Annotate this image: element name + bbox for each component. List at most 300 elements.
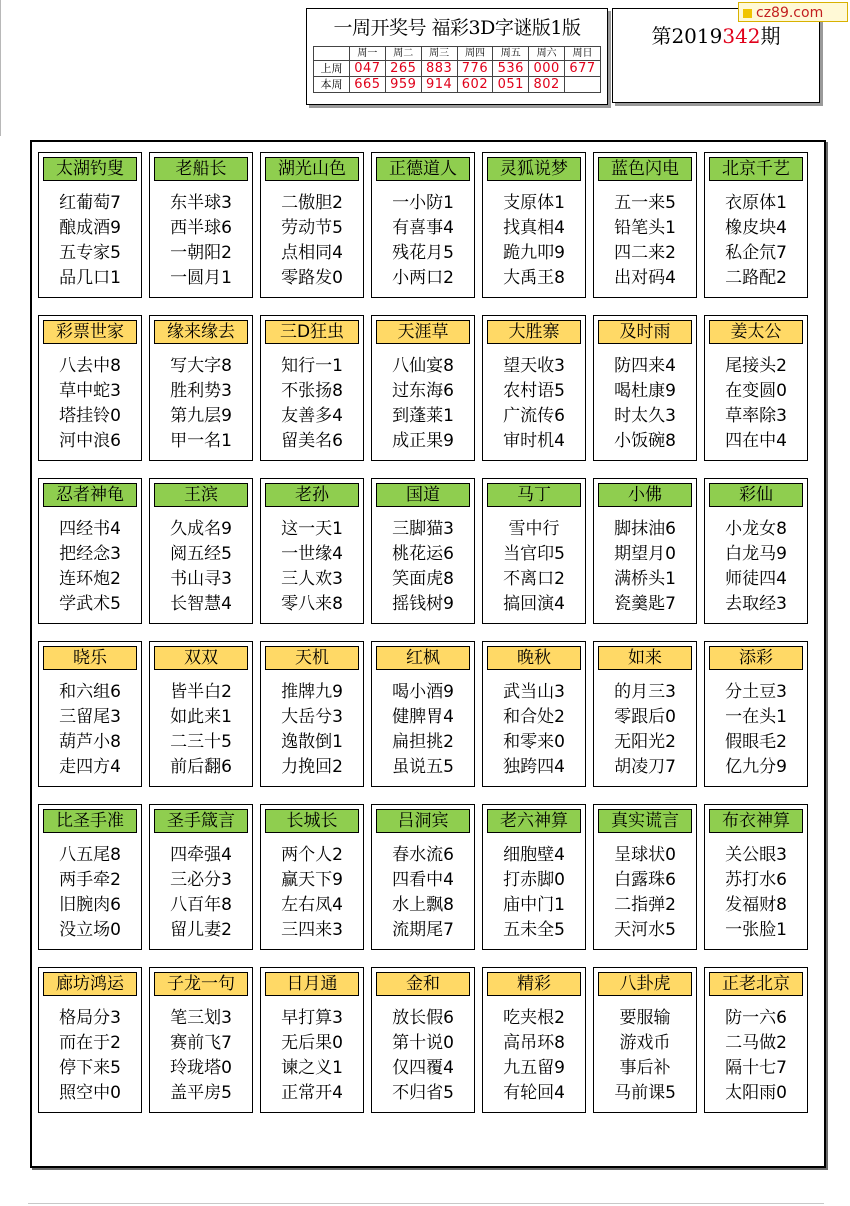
riddle-lines	[483, 354, 585, 454]
riddle-lines	[261, 680, 363, 780]
riddle-line: 无阳光2	[614, 732, 676, 752]
riddle-line: 时太久3	[614, 406, 676, 426]
riddle-line: 河中浪6	[59, 431, 121, 451]
weekday-label: 周二	[385, 47, 421, 61]
riddle-lines	[261, 843, 363, 943]
riddle-line: 没立场0	[59, 920, 121, 940]
card-author-title: 姜太公	[709, 320, 803, 344]
riddle-line: 四经书4	[59, 519, 121, 539]
riddle-line: 有轮回4	[503, 1083, 565, 1103]
card-author-title: 子龙一句	[154, 972, 248, 996]
riddle-line: 四在中4	[725, 431, 787, 451]
card-author-title: 彩票世家	[43, 320, 137, 344]
riddle-line: 第十说0	[392, 1033, 454, 1053]
riddle-line: 望天收3	[503, 356, 565, 376]
issue-suffix: 期	[760, 24, 781, 48]
riddle-line: 农村语5	[503, 381, 565, 401]
card-author-title: 灵狐说梦	[487, 157, 581, 181]
riddle-card	[593, 804, 697, 950]
riddle-line: 白龙马9	[725, 544, 787, 564]
riddle-card	[260, 152, 364, 298]
riddle-lines	[372, 191, 474, 291]
last-week-row	[314, 61, 601, 77]
riddle-lines	[39, 1006, 141, 1106]
riddle-line: 独跨四4	[503, 757, 565, 777]
card-author-title: 八卦虎	[598, 972, 692, 996]
riddle-line: 五一来5	[614, 193, 676, 213]
riddle-line: 分土豆3	[725, 682, 787, 702]
riddle-lines	[705, 1006, 807, 1106]
riddle-line: 正常开4	[281, 1083, 343, 1103]
riddle-line: 在变圆0	[725, 381, 787, 401]
card-author-title: 真实谎言	[598, 809, 692, 833]
riddle-line: 推牌九9	[281, 682, 343, 702]
riddle-line: 五专家5	[59, 243, 121, 263]
riddle-lines	[372, 680, 474, 780]
draw-number: 665	[350, 77, 386, 93]
riddle-line: 搞回演4	[503, 594, 565, 614]
riddle-line: 当官印5	[503, 544, 565, 564]
riddle-line: 八仙宴8	[392, 356, 454, 376]
riddle-line: 游戏币	[619, 1033, 671, 1053]
riddle-line: 长智慧4	[170, 594, 232, 614]
page-title: 一周开奖号 福彩3D字谜版1版	[333, 17, 581, 39]
draw-number: 047	[350, 61, 386, 77]
draw-number: 536	[493, 61, 529, 77]
riddle-line: 照空中0	[59, 1083, 121, 1103]
riddle-card	[371, 967, 475, 1113]
riddle-lines	[594, 843, 696, 943]
riddle-line: 四二来2	[614, 243, 676, 263]
card-author-title: 晓乐	[43, 646, 137, 670]
riddle-card	[482, 478, 586, 624]
riddle-line: 太阳雨0	[725, 1083, 787, 1103]
riddle-lines	[261, 1006, 363, 1106]
riddle-card	[38, 641, 142, 787]
riddle-card	[149, 967, 253, 1113]
card-author-title: 添彩	[709, 646, 803, 670]
riddle-line: 三四来3	[281, 920, 343, 940]
riddle-line: 铅笔头1	[614, 218, 676, 238]
riddle-line: 关公眼3	[725, 845, 787, 865]
card-author-title: 吕洞宾	[376, 809, 470, 833]
riddle-card	[260, 804, 364, 950]
riddle-card	[371, 641, 475, 787]
riddle-line: 停下来5	[59, 1058, 121, 1078]
riddle-card	[704, 152, 808, 298]
draw-number: 883	[421, 61, 457, 77]
riddle-card	[260, 315, 364, 461]
riddle-card	[482, 804, 586, 950]
riddle-line: 逸散倒1	[281, 732, 343, 752]
riddle-lines	[483, 191, 585, 291]
riddle-line: 扁担挑2	[392, 732, 454, 752]
riddle-line: 小饭碗8	[614, 431, 676, 451]
riddle-card	[38, 315, 142, 461]
card-author-title: 忍者神龟	[43, 483, 137, 507]
riddle-line: 四牵强4	[170, 845, 232, 865]
riddle-line: 呈球状0	[614, 845, 676, 865]
card-author-title: 比圣手准	[43, 809, 137, 833]
riddle-line: 塔挂铃0	[59, 406, 121, 426]
riddle-line: 点相同4	[281, 243, 343, 263]
watermark-text: cz89.com	[756, 5, 824, 21]
riddle-line: 亿九分9	[725, 757, 787, 777]
card-author-title: 国道	[376, 483, 470, 507]
riddle-line: 西半球6	[170, 218, 232, 238]
weekly-draw-box	[306, 8, 608, 105]
riddle-lines	[150, 1006, 252, 1106]
riddle-line: 三留尾3	[59, 707, 121, 727]
riddle-line: 旧腕肉6	[59, 895, 121, 915]
riddle-line: 书山寻3	[170, 569, 232, 589]
issue-prefix: 第2019	[651, 24, 723, 48]
corner-cell	[314, 47, 350, 61]
riddle-card	[704, 641, 808, 787]
riddle-lines	[150, 354, 252, 454]
riddle-line: 有喜事4	[392, 218, 454, 238]
weekday-label: 周日	[565, 47, 601, 61]
riddle-line: 要服输	[619, 1008, 671, 1028]
card-author-title: 北京千艺	[709, 157, 803, 181]
riddle-line: 大岳兮3	[281, 707, 343, 727]
riddle-line: 三必分3	[170, 870, 232, 890]
riddle-line: 胜利势3	[170, 381, 232, 401]
riddle-card	[149, 315, 253, 461]
riddle-line: 四看中4	[392, 870, 454, 890]
riddle-line: 过东海6	[392, 381, 454, 401]
riddle-line: 品几口1	[59, 268, 121, 288]
weekday-label: 周三	[421, 47, 457, 61]
riddle-line: 和零来0	[503, 732, 565, 752]
riddle-line: 友善多4	[281, 406, 343, 426]
riddle-line: 残花月5	[392, 243, 454, 263]
riddle-line: 假眼毛2	[725, 732, 787, 752]
riddle-line: 笑面虎8	[392, 569, 454, 589]
riddle-line: 苏打水6	[725, 870, 787, 890]
riddle-line: 皆半白2	[170, 682, 232, 702]
riddle-line: 一在头1	[725, 707, 787, 727]
draw-number: 000	[529, 61, 565, 77]
card-author-title: 如来	[598, 646, 692, 670]
riddle-line: 水上飘8	[392, 895, 454, 915]
card-author-title: 红枫	[376, 646, 470, 670]
riddle-line: 流期尾7	[392, 920, 454, 940]
riddle-line: 八五尾8	[59, 845, 121, 865]
riddle-lines	[150, 191, 252, 291]
riddle-line: 二三十5	[170, 732, 232, 752]
riddle-line: 大禹王8	[503, 268, 565, 288]
riddle-card	[593, 152, 697, 298]
riddle-line: 雪中行	[508, 519, 560, 539]
riddle-line: 阅五经5	[170, 544, 232, 564]
card-author-title: 精彩	[487, 972, 581, 996]
riddle-line: 马前课5	[614, 1083, 676, 1103]
riddle-card	[260, 641, 364, 787]
riddle-line: 桃花运6	[392, 544, 454, 564]
riddle-card	[149, 804, 253, 950]
card-author-title: 布衣神算	[709, 809, 803, 833]
card-author-title: 及时雨	[598, 320, 692, 344]
riddle-line: 武当山3	[503, 682, 565, 702]
riddle-card	[149, 641, 253, 787]
riddle-line: 的月三3	[614, 682, 676, 702]
riddle-lines	[261, 517, 363, 617]
riddle-line: 成正果9	[392, 431, 454, 451]
riddle-line: 左右凤4	[281, 895, 343, 915]
weekday-header-row	[314, 47, 601, 61]
riddle-line: 五未全5	[503, 920, 565, 940]
riddle-lines	[483, 680, 585, 780]
riddle-line: 小龙女8	[725, 519, 787, 539]
riddle-line: 盖平房5	[170, 1083, 232, 1103]
riddle-line: 和六组6	[59, 682, 121, 702]
card-author-title: 正老北京	[709, 972, 803, 996]
riddle-line: 防四来4	[614, 356, 676, 376]
riddle-line: 广流传6	[503, 406, 565, 426]
riddle-line: 满桥头1	[614, 569, 676, 589]
riddle-line: 发福财8	[725, 895, 787, 915]
riddle-card	[38, 152, 142, 298]
riddle-line: 学武术5	[59, 594, 121, 614]
card-author-title: 缘来缘去	[154, 320, 248, 344]
riddle-card	[149, 152, 253, 298]
row-label: 上周	[314, 61, 350, 77]
riddle-line: 三脚猫3	[392, 519, 454, 539]
card-author-title: 彩仙	[709, 483, 803, 507]
riddle-lines	[483, 517, 585, 617]
card-author-title: 马丁	[487, 483, 581, 507]
riddle-line: 喝小酒9	[392, 682, 454, 702]
riddle-lines	[39, 191, 141, 291]
riddle-lines	[39, 680, 141, 780]
site-watermark-link[interactable]	[738, 2, 848, 22]
riddle-lines	[705, 517, 807, 617]
riddle-line: 细胞壁4	[503, 845, 565, 865]
weekday-label: 周一	[350, 47, 386, 61]
riddle-line: 第九层9	[170, 406, 232, 426]
riddle-line: 审时机4	[503, 431, 565, 451]
riddle-line: 衣原体1	[725, 193, 787, 213]
riddle-card	[593, 967, 697, 1113]
riddle-line: 劳动节5	[281, 218, 343, 238]
riddle-line: 到蓬莱1	[392, 406, 454, 426]
issue-number: 342	[722, 24, 761, 48]
riddle-line: 八百年8	[170, 895, 232, 915]
riddle-lines	[594, 1006, 696, 1106]
riddle-lines	[39, 843, 141, 943]
card-author-title: 长城长	[265, 809, 359, 833]
riddle-line: 无后果0	[281, 1033, 343, 1053]
riddle-line: 酿成酒9	[59, 218, 121, 238]
riddle-lines	[483, 1006, 585, 1106]
card-author-title: 双双	[154, 646, 248, 670]
riddle-line: 防一六6	[725, 1008, 787, 1028]
riddle-lines	[39, 517, 141, 617]
riddle-line: 二傲胆2	[281, 193, 343, 213]
riddle-lines	[705, 191, 807, 291]
riddle-card	[371, 478, 475, 624]
riddle-line: 私企氘7	[725, 243, 787, 263]
riddle-line: 谏之义1	[281, 1058, 343, 1078]
logo-square-icon	[743, 9, 752, 18]
riddle-line: 零跟后0	[614, 707, 676, 727]
card-author-title: 大胜寨	[487, 320, 581, 344]
riddle-line: 白露珠6	[614, 870, 676, 890]
riddle-card	[593, 315, 697, 461]
card-author-title: 金和	[376, 972, 470, 996]
riddle-line: 放长假6	[392, 1008, 454, 1028]
riddle-line: 不归省5	[392, 1083, 454, 1103]
riddle-card	[371, 152, 475, 298]
riddle-card	[38, 804, 142, 950]
row-label: 本周	[314, 77, 350, 93]
riddle-card	[593, 478, 697, 624]
draw-number: 776	[457, 61, 493, 77]
riddle-line: 留儿妻2	[170, 920, 232, 940]
riddle-line: 吃夹根2	[503, 1008, 565, 1028]
riddle-card	[371, 315, 475, 461]
riddle-line: 去取经3	[725, 594, 787, 614]
draw-number	[565, 77, 601, 93]
draw-number: 914	[421, 77, 457, 93]
riddle-line: 胡凌刀7	[614, 757, 676, 777]
riddle-line: 和合处2	[503, 707, 565, 727]
riddle-card	[482, 967, 586, 1113]
riddle-line: 留美名6	[281, 431, 343, 451]
riddle-line: 春水流6	[392, 845, 454, 865]
riddle-card	[704, 967, 808, 1113]
weekday-label: 周五	[493, 47, 529, 61]
riddle-line: 不离口2	[503, 569, 565, 589]
riddle-lines	[372, 517, 474, 617]
riddle-lines	[150, 843, 252, 943]
card-author-title: 老船长	[154, 157, 248, 181]
riddle-lines	[594, 354, 696, 454]
card-author-title: 蓝色闪电	[598, 157, 692, 181]
riddle-card	[149, 478, 253, 624]
card-author-title: 老六神算	[487, 809, 581, 833]
draw-number: 051	[493, 77, 529, 93]
riddle-line: 二马做2	[725, 1033, 787, 1053]
riddle-lines	[372, 354, 474, 454]
card-author-title: 天涯草	[376, 320, 470, 344]
riddle-lines	[594, 517, 696, 617]
riddle-line: 支原体1	[503, 193, 565, 213]
riddle-line: 一朝阳2	[170, 243, 232, 263]
riddle-line: 小两口2	[392, 268, 454, 288]
riddle-line: 庙中门1	[503, 895, 565, 915]
riddle-line: 九五留9	[503, 1058, 565, 1078]
riddle-line: 如此来1	[170, 707, 232, 727]
riddle-lines	[261, 354, 363, 454]
riddle-card	[482, 641, 586, 787]
riddle-line: 久成名9	[170, 519, 232, 539]
riddle-line: 尾接头2	[725, 356, 787, 376]
riddle-card	[482, 315, 586, 461]
riddle-line: 零八来8	[281, 594, 343, 614]
this-week-row	[314, 77, 601, 93]
bottom-rule	[28, 1203, 824, 1204]
riddle-line: 把经念3	[59, 544, 121, 564]
riddle-line: 赛前飞7	[170, 1033, 232, 1053]
card-author-title: 老孙	[265, 483, 359, 507]
draw-number: 802	[529, 77, 565, 93]
riddle-card	[260, 967, 364, 1113]
riddle-line: 零路发0	[281, 268, 343, 288]
riddle-line: 笔三划3	[170, 1008, 232, 1028]
riddle-line: 跪九叩9	[503, 243, 565, 263]
riddle-card	[38, 478, 142, 624]
card-author-title: 王滨	[154, 483, 248, 507]
riddle-line: 找真相4	[503, 218, 565, 238]
riddle-line: 草中蛇3	[59, 381, 121, 401]
riddle-line: 两个人2	[281, 845, 343, 865]
riddle-line: 八去中8	[59, 356, 121, 376]
riddle-line: 而在于2	[59, 1033, 121, 1053]
riddle-lines	[483, 843, 585, 943]
riddle-line: 健脾胃4	[392, 707, 454, 727]
riddle-lines	[594, 680, 696, 780]
riddle-lines	[372, 843, 474, 943]
riddle-card	[704, 315, 808, 461]
left-edge-rule	[0, 0, 1, 136]
card-author-title: 湖光山色	[265, 157, 359, 181]
riddle-line: 力挽回2	[281, 757, 343, 777]
riddle-line: 甲一名1	[170, 431, 232, 451]
riddle-line: 玲珑塔0	[170, 1058, 232, 1078]
weekday-label: 周六	[529, 47, 565, 61]
riddle-line: 走四方4	[59, 757, 121, 777]
riddle-line: 橡皮块4	[725, 218, 787, 238]
riddle-line: 二路配2	[725, 268, 787, 288]
riddle-card	[371, 804, 475, 950]
issue-label	[613, 20, 819, 49]
riddle-line: 脚抹油6	[614, 519, 676, 539]
riddle-line: 摇钱树9	[392, 594, 454, 614]
draw-number: 602	[457, 77, 493, 93]
riddle-line: 格局分3	[59, 1008, 121, 1028]
riddle-grid	[30, 140, 826, 1168]
riddle-line: 一世缘4	[281, 544, 343, 564]
riddle-line: 一小防1	[392, 193, 454, 213]
riddle-line: 出对码4	[614, 268, 676, 288]
card-author-title: 太湖钓叟	[43, 157, 137, 181]
riddle-line: 草率除3	[725, 406, 787, 426]
riddle-line: 二指弹2	[614, 895, 676, 915]
card-author-title: 正德道人	[376, 157, 470, 181]
riddle-lines	[705, 354, 807, 454]
riddle-card	[593, 641, 697, 787]
riddle-line: 赢天下9	[281, 870, 343, 890]
riddle-line: 事后补	[619, 1058, 671, 1078]
riddle-line: 不张扬8	[281, 381, 343, 401]
riddle-lines	[150, 517, 252, 617]
riddle-line: 知行一1	[281, 356, 343, 376]
riddle-line: 两手牵2	[59, 870, 121, 890]
riddle-line: 早打算3	[281, 1008, 343, 1028]
card-author-title: 三D狂虫	[265, 320, 359, 344]
riddle-lines	[705, 843, 807, 943]
card-author-title: 日月通	[265, 972, 359, 996]
card-author-title: 廊坊鸿运	[43, 972, 137, 996]
riddle-line: 天河水5	[614, 920, 676, 940]
card-author-title: 圣手箴言	[154, 809, 248, 833]
riddle-lines	[39, 354, 141, 454]
riddle-line: 一张脸1	[725, 920, 787, 940]
riddle-line: 隔十七7	[725, 1058, 787, 1078]
draw-number: 677	[565, 61, 601, 77]
